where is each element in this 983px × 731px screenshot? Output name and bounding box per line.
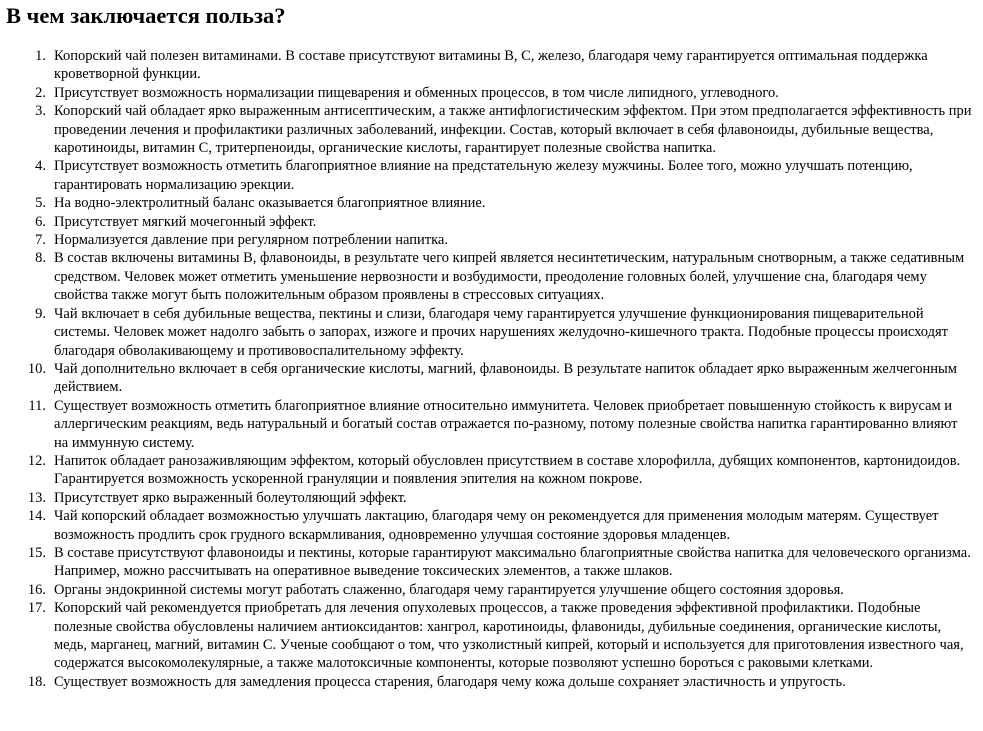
list-item-text: Присутствует возможность отметить благоприятное влияние на предстательную железу мужчины. Более того, можно улучшать потенцию, гарантировать нормализацию эрекции. [54, 158, 913, 193]
list-item-number: 12. [27, 452, 46, 469]
list-item-text: Чай включает в себя дубильные вещества, пектины и слизи, благодаря чему гарантируется улучшение функционирования пищеварительной системы. Человек может надолго забыть о запорах, изжоге и прочих нарушениях желудочно-кишечного тракта. Подобные процессы происходят благодаря обволакивающему и противовоспалительному эффекту. [54, 305, 949, 359]
list-item-number: 17. [27, 600, 46, 617]
list-item-number: 16. [27, 581, 46, 598]
list-item [0, 673, 983, 691]
list-item [0, 249, 983, 304]
list-item [0, 507, 983, 544]
list-item [0, 581, 983, 599]
list-item-number: 3. [35, 103, 46, 120]
list-item-text: Существует возможность для замедления процесса старения, благодаря чему кожа дольше сохраняет эластичность и упругость. [54, 673, 846, 690]
list-item-number: 1. [35, 48, 46, 64]
list-item [0, 231, 983, 249]
list-item [0, 84, 983, 102]
list-item-text: На водно-электролитный баланс оказывается благоприятное влияние. [54, 195, 486, 212]
list-item-number: 15. [27, 544, 46, 561]
list-item-text: Органы эндокринной системы могут работать слаженно, благодаря чему гарантируется улучшение общего состояния здоровья. [54, 581, 844, 598]
list-item-number: 18. [27, 673, 46, 690]
list-item-text: В состав включены витамины B, флавоноиды, в результате чего кипрей является несинтетическим, натуральным снотворным, а также седативным средством. Человек может отметить уменьшение нервозности и возбудимости, преодоление головных болей, улучшение сна, благодаря чему свойства также могут быть положительным образом проявлены в стрессовых ситуациях. [54, 250, 965, 304]
list-item-text: В составе присутствуют флавоноиды и пектины, которые гарантируют максимально благоприятные свойства напитка для человеческого организма. Например, можно рассчитывать на оперативное выведение токсических элементов, а также шлаков. [54, 544, 971, 580]
list-item [0, 213, 983, 231]
list-item [0, 452, 983, 489]
list-item-number: 2. [35, 84, 46, 101]
benefits-list [0, 47, 983, 691]
list-item-text: Копорский чай полезен витаминами. В составе присутствуют витамины B, C, железо, благодаря чему гарантируется оптимальная поддержка кроветворной функции. [54, 48, 928, 83]
list-item-number: 4. [35, 158, 46, 175]
list-item [0, 47, 983, 84]
list-item [0, 599, 983, 673]
list-item-number: 8. [35, 250, 46, 267]
list-item [0, 360, 983, 397]
list-item [0, 305, 983, 360]
list-item-text: Чай дополнительно включает в себя органические кислоты, магний, флавоноиды. В результате напиток обладает ярко выраженным желчегонным действием. [54, 360, 957, 396]
list-item [0, 194, 983, 212]
list-item-number: 9. [35, 305, 46, 322]
list-item-text: Нормализуется давление при регулярном потреблении напитка. [54, 232, 448, 249]
list-item-number: 10. [27, 360, 46, 377]
page-title: В чем заключается польза? [6, 3, 286, 28]
list-item-number: 11. [28, 397, 46, 414]
list-item [0, 102, 983, 157]
list-item-number: 6. [35, 213, 46, 230]
list-item-text: Напиток обладает ранозаживляющим эффектом, который обусловлен присутствием в составе хлорофилла, дубящих компонентов, картонидоидов. Гарантируется возможность ускоренной грануляции и появления эпителия на кожном покрове. [54, 452, 961, 488]
list-item [0, 397, 983, 452]
list-item-text: Присутствует ярко выраженный болеутоляющий эффект. [54, 489, 407, 506]
list-item-number: 7. [35, 232, 46, 249]
list-item [0, 489, 983, 507]
list-item-number: 5. [35, 195, 46, 212]
list-item [0, 157, 983, 194]
list-item-text: Существует возможность отметить благоприятное влияние относительно иммунитета. Человек приобретает повышенную стойкость к вирусам и аллергическим реакциям, ведь натуральный и богатый состав отражается по-разному, потому полезные свойства напитка гарантированно влияют на иммунную систему. [54, 397, 958, 451]
list-item [0, 544, 983, 581]
list-item-number: 13. [27, 489, 46, 506]
list-item-text: Копорский чай обладает ярко выраженным антисептическим, а также антифлогистическим эффектом. При этом предполагается эффективность при проведении лечения и профилактики различных заболеваний, инфекции. Состав, который включает в себя флавоноиды, дубильные вещества, каротиноиды, витамин C, тритерпеноиды, органические кислоты, гарантирует полезные свойства напитка. [54, 103, 972, 157]
list-item-text: Чай копорский обладает возможностью улучшать лактацию, благодаря чему он рекомендуется для применения молодым матерям. Существует возможность продлить срок грудного вскармливания, одновременно улучшая состояние здоровья младенцев. [54, 508, 939, 543]
list-item-text: Присутствует возможность нормализации пищеварения и обменных процессов, в том числе липидного, углеводного. [54, 84, 779, 101]
list-item-text: Копорский чай рекомендуется приобретать для лечения опухолевых процессов, а также проведения эффективной профилактики. Подобные полезные свойства обусловлены наличием антиоксидантов: хангрол, каротиноиды, флавониды, дубильные соединения, органические кислоты, медь, марганец, магний, витамин C. Ученые сообщают о том, что узколистный кипрей, который и используется для приготовления известного чая, содержатся высокомолекулярные, а также малотоксичные компоненты, которые позволяют успешно бороться с раковыми клетками. [54, 600, 964, 672]
list-item-text: Присутствует мягкий мочегонный эффект. [54, 213, 317, 230]
list-item-number: 14. [27, 508, 46, 525]
